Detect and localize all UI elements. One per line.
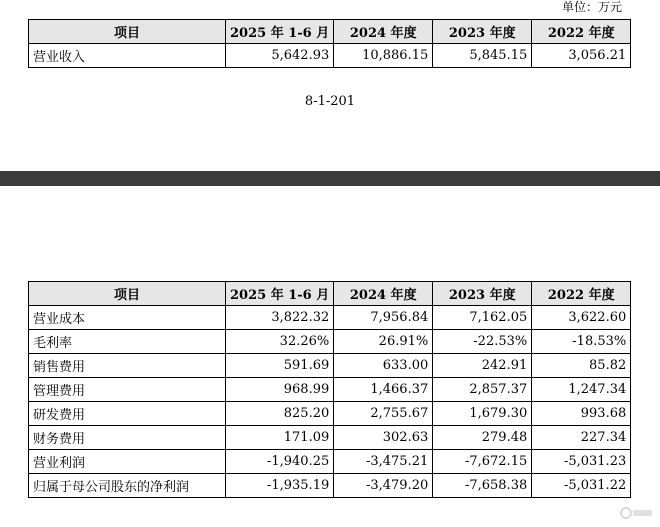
table-row (29, 354, 631, 378)
header-2022: 2022 年度 (532, 282, 631, 306)
row-label: 归属于母公司股东的净利润 (29, 474, 226, 498)
row-label: 销售费用 (29, 354, 226, 378)
cell-value: 85.82 (532, 354, 631, 378)
cell-value: 3,056.21 (532, 44, 631, 68)
cell-value: 302.63 (334, 426, 433, 450)
table-row (29, 44, 631, 68)
cell-value: 825.20 (226, 402, 334, 426)
header-2025h1: 2025 年 1-6 月 (226, 282, 334, 306)
table-row (29, 426, 631, 450)
cell-value: 32.26% (226, 330, 334, 354)
header-2024: 2024 年度 (334, 282, 433, 306)
table-row (29, 378, 631, 402)
table-header-row (29, 20, 631, 44)
cell-value: 279.48 (433, 426, 532, 450)
table-row (29, 402, 631, 426)
table-header-row (29, 282, 631, 306)
header-2023: 2023 年度 (433, 282, 532, 306)
cell-value: -1,940.25 (226, 450, 334, 474)
cell-value: -18.53% (532, 330, 631, 354)
page-break-divider (0, 171, 660, 186)
cell-value: -3,475.21 (334, 450, 433, 474)
table-row (29, 450, 631, 474)
header-2024: 2024 年度 (334, 20, 433, 44)
row-label: 管理费用 (29, 378, 226, 402)
cell-value: -22.53% (433, 330, 532, 354)
row-label: 研发费用 (29, 402, 226, 426)
row-label: 营业收入 (29, 44, 226, 68)
cell-value: 968.99 (226, 378, 334, 402)
cell-value: 1,466.37 (334, 378, 433, 402)
header-2025h1: 2025 年 1-6 月 (226, 20, 334, 44)
cell-value: -7,672.15 (433, 450, 532, 474)
table-row (29, 306, 631, 330)
row-label: 营业成本 (29, 306, 226, 330)
cell-value: 1,247.34 (532, 378, 631, 402)
cell-value: 3,822.32 (226, 306, 334, 330)
cell-value: 591.69 (226, 354, 334, 378)
revenue-table (28, 19, 631, 68)
table-row (29, 330, 631, 354)
cell-value: 227.34 (532, 426, 631, 450)
cell-value: 171.09 (226, 426, 334, 450)
cell-value: 5,642.93 (226, 44, 334, 68)
cell-value: 633.00 (334, 354, 433, 378)
cell-value: 993.68 (532, 402, 631, 426)
cell-value: 3,622.60 (532, 306, 631, 330)
financials-table (28, 281, 631, 498)
row-label: 毛利率 (29, 330, 226, 354)
cell-value: 7,162.05 (433, 306, 532, 330)
row-label: 财务费用 (29, 426, 226, 450)
watermark-logo (620, 507, 654, 519)
cell-value: 5,845.15 (433, 44, 532, 68)
cell-value: -5,031.22 (532, 474, 631, 498)
cell-value: -1,935.19 (226, 474, 334, 498)
cell-value: 1,679.30 (433, 402, 532, 426)
table-row (29, 474, 631, 498)
cell-value: 242.91 (433, 354, 532, 378)
cell-value: 7,956.84 (334, 306, 433, 330)
header-item: 项目 (29, 282, 226, 306)
header-2023: 2023 年度 (433, 20, 532, 44)
page-number: 8-1-201 (304, 94, 356, 109)
cell-value: 26.91% (334, 330, 433, 354)
cell-value: 10,886.15 (334, 44, 433, 68)
cell-value: 2,755.67 (334, 402, 433, 426)
cell-value: -3,479.20 (334, 474, 433, 498)
cell-value: 2,857.37 (433, 378, 532, 402)
cell-value: -5,031.23 (532, 450, 631, 474)
cell-value: -7,658.38 (433, 474, 532, 498)
header-2022: 2022 年度 (532, 20, 631, 44)
unit-note: 单位：万元 (561, 0, 622, 14)
row-label: 营业利润 (29, 450, 226, 474)
header-item: 项目 (29, 20, 226, 44)
